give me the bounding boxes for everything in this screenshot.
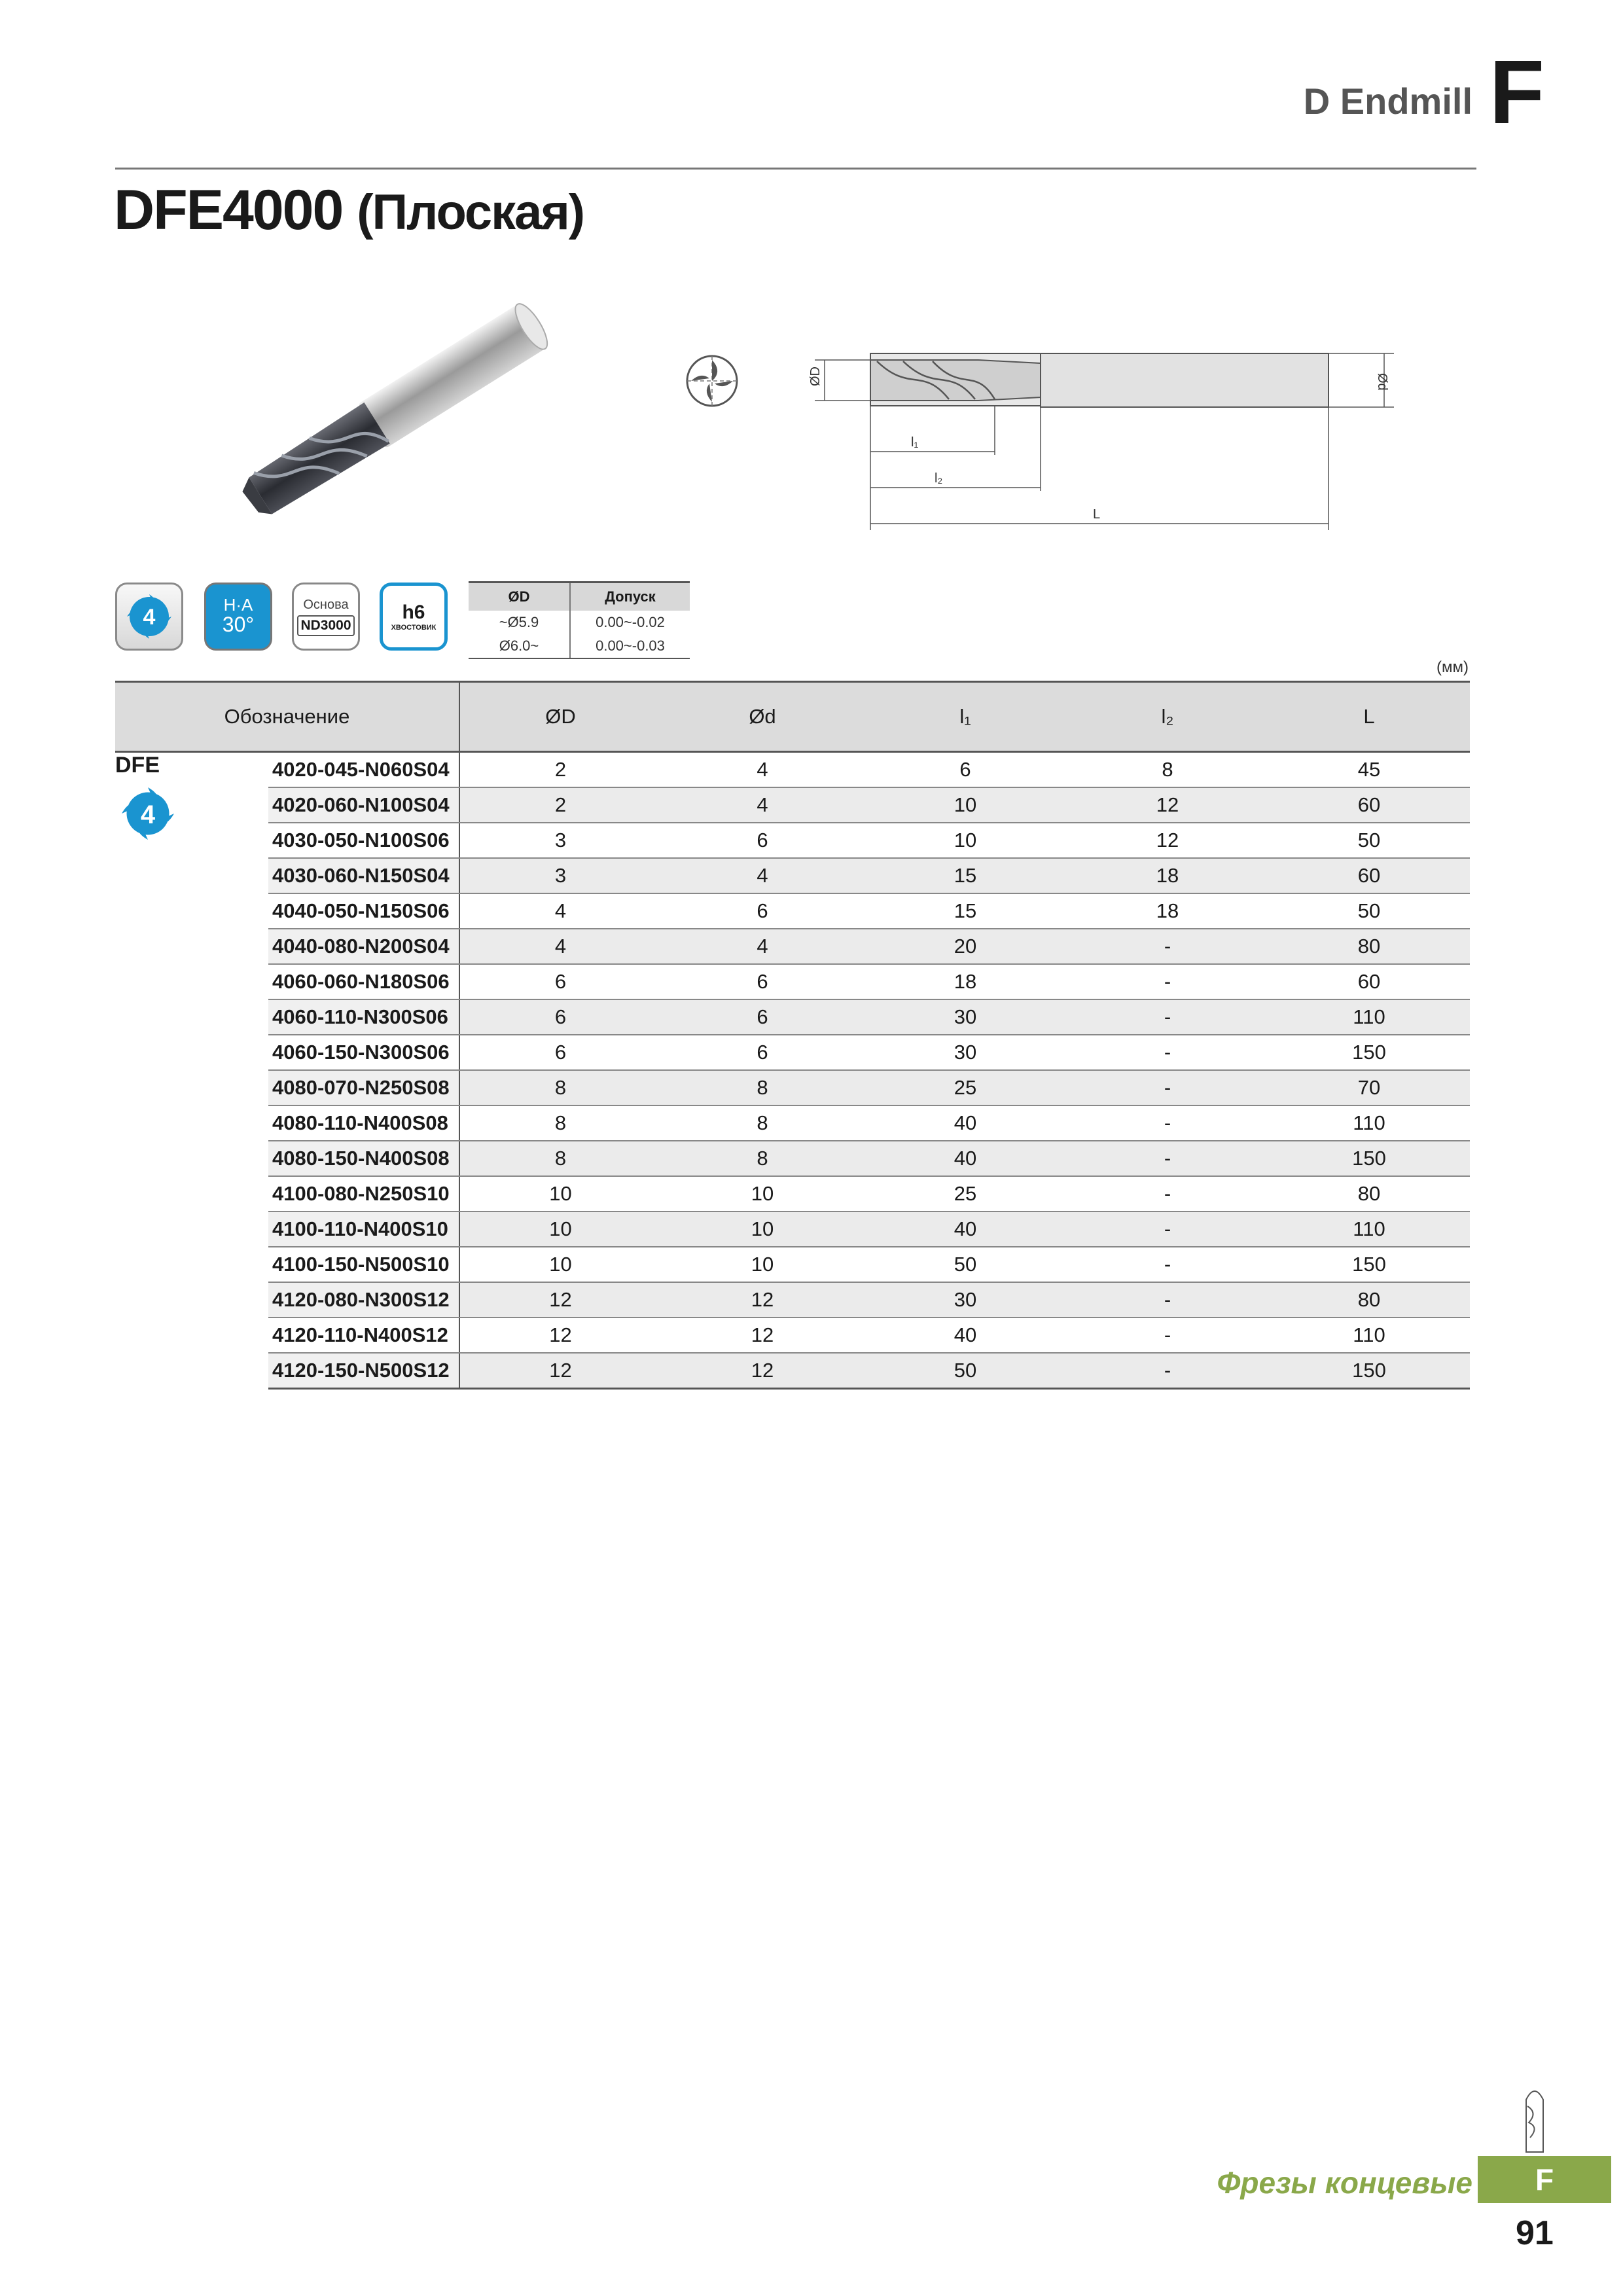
value-cell: 60: [1268, 787, 1470, 823]
value-cell: -: [1067, 964, 1268, 999]
value-cell: 12: [459, 1353, 661, 1389]
series-name: DFE: [115, 753, 160, 778]
value-cell: 8: [459, 1141, 661, 1176]
value-cell: 6: [459, 999, 661, 1035]
table-row: [115, 1176, 1470, 1211]
table-row: [115, 964, 1470, 999]
table-row: [115, 999, 1470, 1035]
value-cell: 10: [864, 787, 1067, 823]
value-cell: -: [1067, 1211, 1268, 1247]
value-cell: 2: [459, 787, 661, 823]
page-number: 91: [1516, 2214, 1554, 2252]
designation-cell: 4080-070-N250S08: [268, 1070, 459, 1105]
value-cell: 10: [459, 1211, 661, 1247]
value-cell: 70: [1268, 1070, 1470, 1105]
series-flute-icon: [115, 781, 181, 846]
table-row: [115, 1282, 1470, 1318]
value-cell: -: [1067, 1282, 1268, 1318]
header-designation: Обозначение: [115, 682, 459, 752]
value-cell: 40: [864, 1211, 1067, 1247]
value-cell: 80: [1268, 1282, 1470, 1318]
designation-cell: 4100-110-N400S10: [268, 1211, 459, 1247]
designation-cell: 4060-110-N300S06: [268, 999, 459, 1035]
value-cell: 15: [864, 893, 1067, 929]
value-cell: 50: [1268, 823, 1470, 858]
footer-section-tab: F: [1478, 2156, 1611, 2203]
endmill-photo: [216, 288, 582, 530]
table-row: [115, 752, 1470, 788]
designation-cell: 4080-110-N400S08: [268, 1105, 459, 1141]
value-cell: 20: [864, 929, 1067, 964]
tol-header-D: ØD: [469, 583, 570, 611]
tol-cell: 0.00~-0.03: [570, 634, 690, 658]
value-cell: 4: [459, 893, 661, 929]
value-cell: 45: [1268, 752, 1470, 788]
value-cell: -: [1067, 1070, 1268, 1105]
table-row: [115, 893, 1470, 929]
table-row: [115, 1035, 1470, 1070]
designation-cell: 4040-080-N200S04: [268, 929, 459, 964]
value-cell: 150: [1268, 1353, 1470, 1389]
value-cell: 150: [1268, 1247, 1470, 1282]
table-row: [115, 1318, 1470, 1353]
value-cell: 8: [661, 1070, 864, 1105]
value-cell: 3: [459, 823, 661, 858]
value-cell: 12: [1067, 823, 1268, 858]
value-cell: 25: [864, 1070, 1067, 1105]
value-cell: 2: [459, 752, 661, 788]
header-l1: l₁: [864, 682, 1067, 752]
value-cell: 6: [459, 964, 661, 999]
value-cell: 15: [864, 858, 1067, 893]
value-cell: 10: [864, 823, 1067, 858]
designation-cell: 4100-080-N250S10: [268, 1176, 459, 1211]
table-row: [115, 1105, 1470, 1141]
value-cell: -: [1067, 929, 1268, 964]
header-d: Ød: [661, 682, 864, 752]
title-variant: (Плоская): [357, 185, 584, 240]
value-cell: 12: [1067, 787, 1268, 823]
dim-l2-label: l₂: [935, 471, 943, 486]
value-cell: 10: [661, 1211, 864, 1247]
substrate-value: ND3000: [297, 615, 354, 636]
end-view: [687, 356, 737, 406]
ball-endmill-icon: [1518, 2087, 1551, 2155]
value-cell: 6: [661, 1035, 864, 1070]
value-cell: 60: [1268, 964, 1470, 999]
value-cell: -: [1067, 1141, 1268, 1176]
table-row: [115, 787, 1470, 823]
value-cell: 12: [661, 1318, 864, 1353]
value-cell: -: [1067, 1353, 1268, 1389]
table-row: [115, 929, 1470, 964]
designation-cell: 4120-150-N500S12: [268, 1353, 459, 1389]
value-cell: -: [1067, 1318, 1268, 1353]
designation-cell: 4120-080-N300S12: [268, 1282, 459, 1318]
dim-d-label: Ød: [1375, 373, 1389, 391]
value-cell: -: [1067, 1176, 1268, 1211]
value-cell: 18: [1067, 893, 1268, 929]
value-cell: 12: [459, 1282, 661, 1318]
value-cell: -: [1067, 1247, 1268, 1282]
substrate-label: Основа: [303, 597, 349, 612]
value-cell: 50: [1268, 893, 1470, 929]
designation-cell: 4030-060-N150S04: [268, 858, 459, 893]
table-row: [115, 1070, 1470, 1105]
designation-cell: 4060-060-N180S06: [268, 964, 459, 999]
designation-cell: 4060-150-N300S06: [268, 1035, 459, 1070]
table-row: [115, 1353, 1470, 1389]
value-cell: 4: [459, 929, 661, 964]
substrate-icon: [292, 583, 360, 651]
value-cell: 30: [864, 1282, 1067, 1318]
value-cell: 10: [661, 1176, 864, 1211]
dim-L-label: L: [1093, 507, 1101, 522]
value-cell: 8: [661, 1141, 864, 1176]
page-title: [114, 178, 584, 243]
table-row: [115, 858, 1470, 893]
section-letter: F: [1489, 42, 1544, 143]
value-cell: 4: [661, 858, 864, 893]
helix-label: H·A: [223, 595, 253, 615]
value-cell: 50: [864, 1247, 1067, 1282]
value-cell: 6: [661, 964, 864, 999]
value-cell: 4: [661, 787, 864, 823]
tol-header-tolerance: Допуск: [570, 583, 690, 611]
value-cell: -: [1067, 1105, 1268, 1141]
header-L: L: [1268, 682, 1470, 752]
dimensions-table: [115, 681, 1470, 1390]
value-cell: 12: [459, 1318, 661, 1353]
value-cell: 6: [661, 893, 864, 929]
dim-D-label: ØD: [808, 367, 823, 386]
value-cell: 25: [864, 1176, 1067, 1211]
header-brand: D Endmill: [1303, 81, 1472, 122]
value-cell: 40: [864, 1318, 1067, 1353]
value-cell: 150: [1268, 1035, 1470, 1070]
tol-cell: Ø6.0~: [469, 634, 570, 658]
footer-category: Фрезы концевые: [1217, 2166, 1472, 2200]
title-code: DFE4000: [114, 179, 343, 242]
header-l2: l₂: [1067, 682, 1268, 752]
value-cell: 4: [661, 929, 864, 964]
series-cell: [115, 752, 268, 1389]
header-D: ØD: [459, 682, 661, 752]
value-cell: 10: [459, 1176, 661, 1211]
header-divider: [115, 168, 1476, 170]
value-cell: 110: [1268, 1211, 1470, 1247]
designation-cell: 4030-050-N100S06: [268, 823, 459, 858]
value-cell: 110: [1268, 1318, 1470, 1353]
value-cell: 8: [661, 1105, 864, 1141]
value-cell: 4: [661, 752, 864, 788]
value-cell: 18: [864, 964, 1067, 999]
value-cell: 30: [864, 999, 1067, 1035]
unit-label: (мм): [1436, 658, 1469, 676]
value-cell: 40: [864, 1105, 1067, 1141]
value-cell: 80: [1268, 929, 1470, 964]
value-cell: 6: [864, 752, 1067, 788]
tol-cell: 0.00~-0.02: [596, 614, 665, 630]
designation-cell: 4020-045-N060S04: [268, 752, 459, 788]
shank-tol-value: h6: [402, 601, 425, 623]
value-cell: 110: [1268, 999, 1470, 1035]
technical-drawing: [674, 340, 1407, 537]
table-row: [115, 823, 1470, 858]
designation-cell: 4080-150-N400S08: [268, 1141, 459, 1176]
table-row: [115, 1211, 1470, 1247]
flute-count-value: 4: [143, 605, 156, 630]
dim-l1-label: l₁: [911, 435, 919, 450]
value-cell: 3: [459, 858, 661, 893]
designation-cell: 4120-110-N400S12: [268, 1318, 459, 1353]
value-cell: 30: [864, 1035, 1067, 1070]
table-row: [115, 1141, 1470, 1176]
series-flute-count: 4: [140, 800, 156, 829]
value-cell: 6: [661, 823, 864, 858]
shank-tolerance-icon: [380, 583, 448, 651]
value-cell: 10: [661, 1247, 864, 1282]
tol-cell: ~Ø5.9: [469, 611, 570, 634]
value-cell: 60: [1268, 858, 1470, 893]
value-cell: 8: [1067, 752, 1268, 788]
flute-count-icon: [115, 583, 183, 651]
value-cell: 6: [661, 999, 864, 1035]
designation-cell: 4020-060-N100S04: [268, 787, 459, 823]
helix-angle-icon: [204, 583, 272, 651]
value-cell: 10: [459, 1247, 661, 1282]
value-cell: 110: [1268, 1105, 1470, 1141]
value-cell: 8: [459, 1105, 661, 1141]
table-row: [115, 1247, 1470, 1282]
designation-cell: 4100-150-N500S10: [268, 1247, 459, 1282]
tolerance-table: [469, 581, 690, 659]
value-cell: 6: [459, 1035, 661, 1070]
value-cell: 40: [864, 1141, 1067, 1176]
value-cell: -: [1067, 999, 1268, 1035]
value-cell: 12: [661, 1353, 864, 1389]
value-cell: 150: [1268, 1141, 1470, 1176]
value-cell: -: [1067, 1035, 1268, 1070]
helix-value: 30°: [222, 613, 255, 637]
value-cell: 8: [459, 1070, 661, 1105]
value-cell: 12: [661, 1282, 864, 1318]
shank-label: ХВОСТОВИК: [391, 624, 437, 632]
value-cell: 50: [864, 1353, 1067, 1389]
value-cell: 80: [1268, 1176, 1470, 1211]
value-cell: 18: [1067, 858, 1268, 893]
designation-cell: 4040-050-N150S06: [268, 893, 459, 929]
